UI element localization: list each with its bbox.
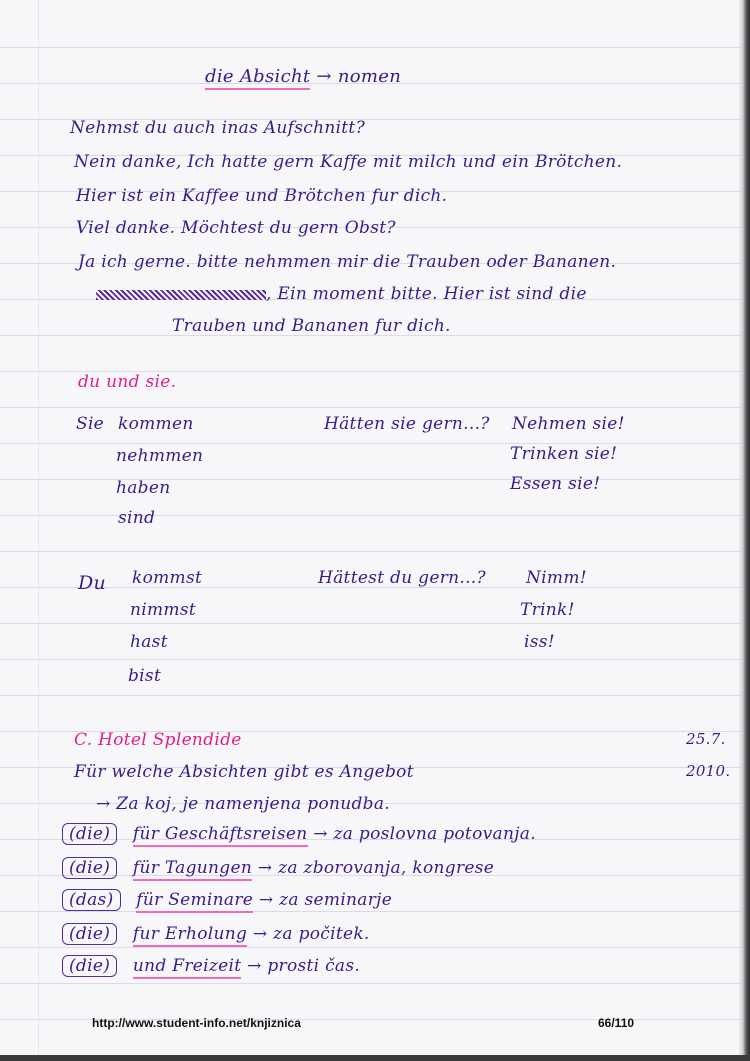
du-imperative-1: Nimm! — [526, 568, 587, 588]
purpose-item-3 — [62, 890, 392, 910]
section-c-answer: → Za koj, je namenjena ponudba. — [96, 794, 390, 814]
arrow: → — [258, 890, 274, 910]
arrow: → — [247, 956, 262, 976]
title-word: die Absicht — [205, 66, 310, 90]
article-label: (das) — [62, 889, 121, 911]
article-label: (die) — [62, 955, 117, 977]
margin-line — [38, 0, 39, 1061]
dialogue-line-4: Viel danke. Möchtest du gern Obst? — [76, 218, 396, 238]
dialogue-line-3: Hier ist ein Kaffee und Brötchen fur dich. — [76, 186, 448, 206]
scan-edge-bottom — [0, 1055, 750, 1061]
article-label: (die) — [62, 857, 117, 879]
heading-hotel-splendide: C. Hotel Splendide — [74, 730, 242, 750]
title-type: nomen — [337, 66, 402, 87]
purpose-translation: za poslovna potovanja. — [333, 824, 536, 844]
heading-du-sie: du und sie. — [78, 372, 177, 392]
footer-url: http://www.student-info.net/knjiznica — [92, 1016, 301, 1030]
du-verb-4: bist — [128, 666, 162, 686]
sie-imperative-3: Essen sie! — [510, 474, 601, 494]
du-verb-3: hast — [130, 632, 168, 652]
du-pronoun: Du — [78, 572, 107, 594]
date-line-1: 25.7. — [686, 730, 726, 748]
dialogue-line-6-text: , Ein moment bitte. Hier ist sind die — [266, 284, 587, 304]
sie-verb-4: sind — [118, 508, 156, 528]
page-number: 66/110 — [598, 1016, 635, 1030]
purpose-item-1 — [62, 824, 536, 844]
du-imperative-2: Trink! — [520, 600, 575, 620]
date-line-2: 2010. — [686, 762, 731, 780]
dialogue-line-6 — [96, 284, 587, 304]
dialogue-line-1: Nehmst du auch inas Aufschnitt? — [70, 118, 365, 138]
dialogue-line-5: Ja ich gerne. bitte nehmmen mir die Trauben oder Bananen. — [78, 252, 617, 272]
section-c-question: Für welche Absichten gibt es Angebot — [74, 762, 414, 782]
title-arrow: → — [316, 66, 332, 87]
du-question: Hättest du gern...? — [318, 568, 486, 588]
purpose-translation: prosti čas. — [267, 956, 361, 976]
purpose-term: und Freizeit — [133, 956, 242, 979]
sie-pronoun: Sie — [76, 414, 105, 434]
sie-verb-1: kommen — [118, 414, 194, 434]
scan-edge-right — [738, 0, 750, 1061]
purpose-translation: za počitek. — [273, 924, 370, 944]
arrow: → — [257, 858, 273, 878]
du-imperative-3: iss! — [524, 632, 555, 652]
purpose-term: für Tagungen — [133, 858, 252, 881]
du-verb-1: kommst — [132, 568, 203, 588]
dialogue-line-2: Nein danke, Ich hatte gern Kaffe mit milch und ein Brötchen. — [74, 152, 623, 172]
sie-imperative-1: Nehmen sie! — [512, 414, 625, 434]
purpose-item-2 — [62, 858, 494, 878]
sie-question: Hätten sie gern...? — [324, 414, 490, 434]
scribble-strikeout — [96, 290, 266, 300]
purpose-term: für Geschäftsreisen — [133, 824, 308, 847]
purpose-term: fur Erholung — [133, 924, 247, 947]
purpose-translation: za seminarje — [279, 890, 393, 910]
du-verb-2: nimmst — [130, 600, 196, 620]
sie-imperative-2: Trinken sie! — [510, 444, 618, 464]
purpose-item-5 — [62, 956, 360, 976]
arrow: → — [313, 824, 328, 844]
article-label: (die) — [62, 823, 117, 845]
purpose-term: für Seminare — [136, 890, 253, 913]
purpose-translation: za zborovanja, kongrese — [278, 858, 495, 878]
page-title — [205, 66, 401, 87]
article-label: (die) — [62, 923, 117, 945]
sie-verb-3: haben — [116, 478, 171, 498]
sie-verb-2: nehmmen — [116, 446, 204, 466]
dialogue-line-7: Trauben und Bananen fur dich. — [172, 316, 451, 336]
arrow: → — [252, 924, 268, 944]
purpose-item-4 — [62, 924, 370, 944]
